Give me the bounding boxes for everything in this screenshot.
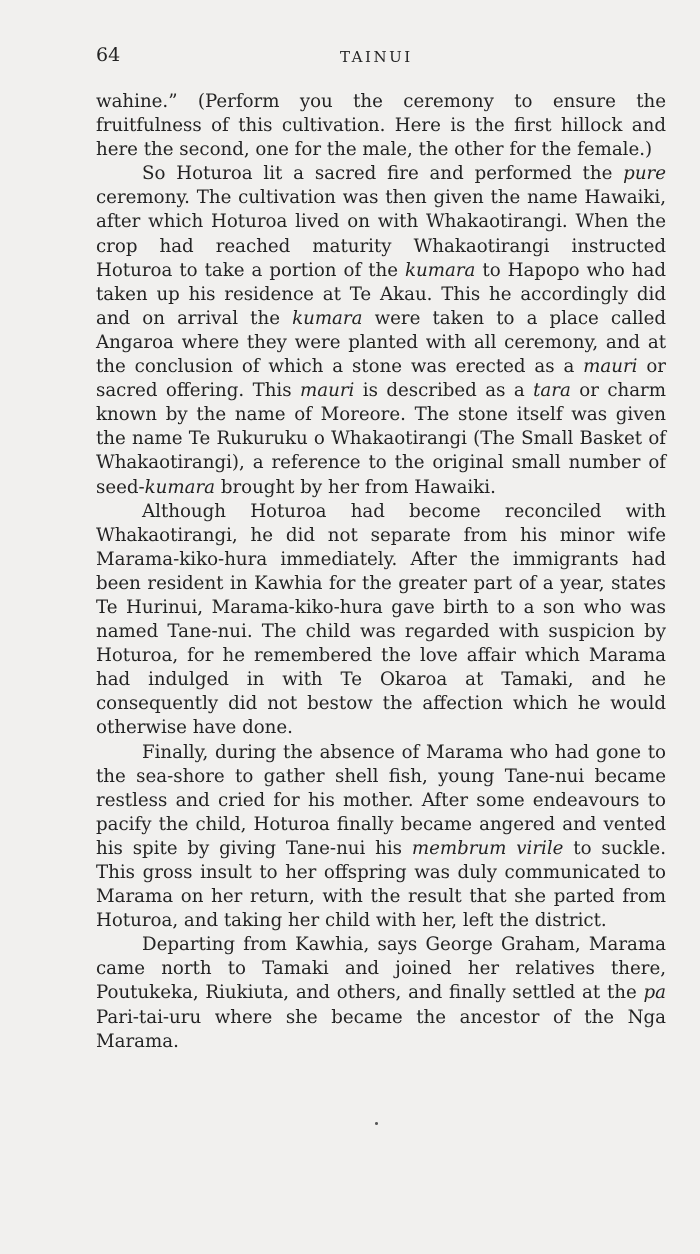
- text-run: brought by her from Hawaiki.: [215, 476, 496, 498]
- text-run: Pari-tai-uru where she became the ancestor of the Nga Marama.: [96, 1006, 666, 1052]
- text-run: ceremony. The cultivation was then given the name Hawaiki, after which Hoturoa lived on with Whakaotirangi. When the crop had reached maturity Whakaotirangi instructed Hoturoa to take a portion of the: [96, 187, 666, 281]
- paragraph: [96, 500, 666, 741]
- ink-speck: [375, 1122, 378, 1125]
- italic-term: membrum virile: [411, 837, 564, 859]
- text-run: So Hoturoa lit a sacred fire and performed the: [142, 163, 624, 185]
- italic-term: mauri: [583, 356, 638, 378]
- italic-term: kumara: [405, 259, 476, 281]
- italic-term: pure: [623, 163, 666, 185]
- italic-term: pa: [643, 982, 666, 1004]
- italic-term: tara: [533, 380, 571, 402]
- page-number: 64: [96, 44, 121, 66]
- text-run: Although Hoturoa had become reconciled with Whakaotirangi, he did not separate from his minor wife Marama-kiko-hura immediately. After the immigrants had been resident in Kawhia for the greater part of a year, states Te Hurinui, Marama-kiko-hura gave birth to a son who was named Tane-nui. The child was regarded with suspicion by Hoturoa, for he remembered the love affair which Marama had indulged in with Te Okaroa at Tamaki, and he consequently did not bestow the affection which he would otherwise have done.: [96, 500, 666, 739]
- running-head: TAINUI: [340, 48, 413, 66]
- italic-term: kumara: [292, 307, 363, 329]
- text-run: wahine.” (Perform you the ceremony to ensure the fruitfulness of this cultivation. Here is the first hillock and here the second, one for the male, the other for the female.): [96, 91, 666, 161]
- text-run: to suckle. This gross insult to her offspring was duly communicated to Marama on her return, with the result that she parted from Hoturoa, and taking her child with her, left the district.: [96, 837, 666, 932]
- italic-term: mauri: [300, 380, 355, 402]
- text-run: or sacred offering. This: [96, 356, 666, 402]
- text-run: or charm known by the name of Moreore. The stone itself was given the name Te Rukuruku o Whakaotirangi (The Small Basket of Whakaotirangi), a reference to the original small number of seed-: [96, 380, 667, 498]
- text-run: to Hapopo who had taken up his residence at Te Akau. This he accordingly did and on arrival the: [96, 259, 667, 329]
- text-run: Finally, during the absence of Marama who had gone to the sea-shore to gather shell fish, young Tane-nui became restless and cried for his mother. After some endeavours to pacify the child, Hoturoa finally became angered and vented his spite by giving Tane-nui his: [96, 741, 666, 859]
- paragraph: [96, 90, 666, 162]
- text-run: Departing from Kawhia, says George Graham, Marama came north to Tamaki and joined her relatives there, Poutukeka, Riukiuta, and others, and finally settled at the: [96, 934, 666, 1004]
- paragraph: [96, 741, 666, 934]
- paragraph: [96, 933, 666, 1053]
- italic-term: kumara: [144, 476, 216, 498]
- text-run: were taken to a place called Angaroa where they were planted with all ceremony, and at the conclusion of which a stone was erected as a: [96, 307, 666, 378]
- body-text: [96, 90, 666, 1054]
- text-run: is described as a: [354, 380, 534, 402]
- page-header: [96, 44, 664, 74]
- paragraph: [96, 162, 666, 499]
